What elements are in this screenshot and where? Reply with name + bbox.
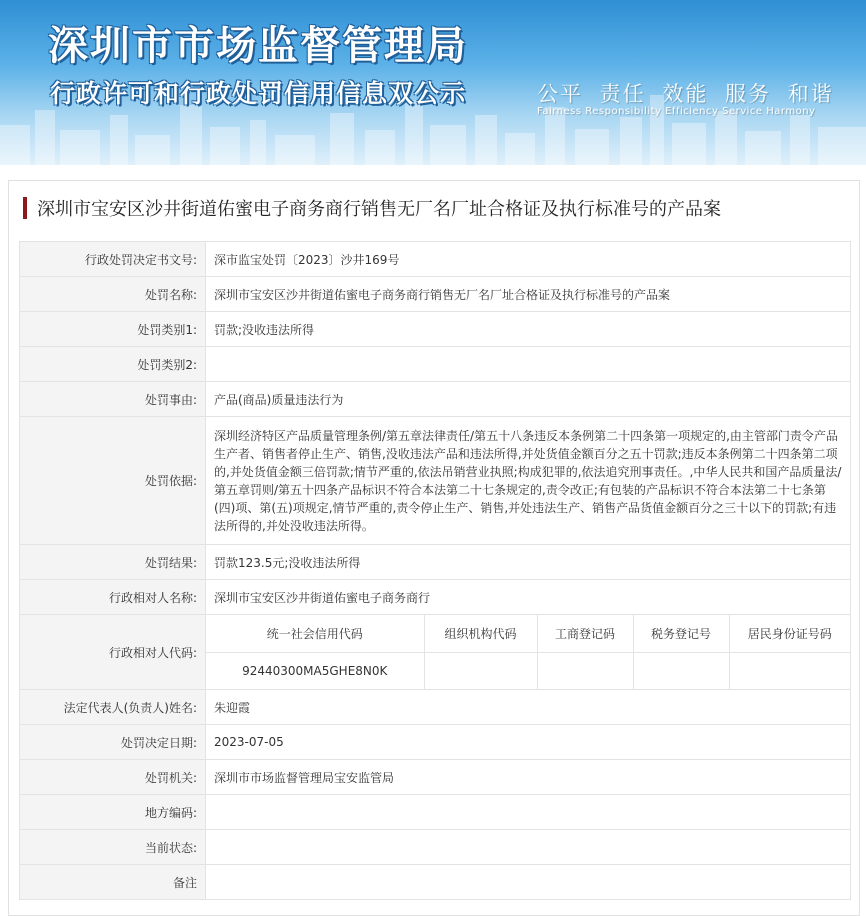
case-info-table — [19, 241, 851, 900]
business-reg-code-value — [537, 652, 633, 689]
table-row — [20, 690, 851, 725]
table-row — [20, 545, 851, 580]
case-title — [23, 195, 721, 221]
title-accent-bar — [23, 197, 27, 219]
row-label: 当前状态: — [20, 830, 206, 865]
header-id-card-number: 居民身份证号码 — [729, 615, 850, 652]
header-banner — [0, 0, 866, 165]
banner-subtitle: 行政许可和行政处罚信用信息双公示 — [50, 79, 467, 108]
table-row — [20, 865, 851, 900]
table-row — [20, 615, 851, 690]
row-label: 备注 — [20, 865, 206, 900]
row-label: 处罚类别1: — [20, 312, 206, 347]
table-row — [20, 580, 851, 615]
row-label: 处罚决定日期: — [20, 725, 206, 760]
penalty-type-1: 罚款;没收违法所得 — [206, 312, 851, 347]
party-code-cell — [206, 615, 851, 690]
case-detail-panel — [8, 180, 860, 916]
row-label: 处罚机关: — [20, 760, 206, 795]
code-header-row — [206, 615, 850, 652]
remark — [206, 865, 851, 900]
row-label: 处罚结果: — [20, 545, 206, 580]
row-label: 处罚事由: — [20, 382, 206, 417]
row-label: 地方编码: — [20, 795, 206, 830]
agency-title: 深圳市市场监督管理局 — [48, 23, 468, 69]
table-row — [20, 242, 851, 277]
penalty-authority: 深圳市市场监督管理局宝安监管局 — [206, 760, 851, 795]
table-row — [20, 417, 851, 545]
table-row — [20, 312, 851, 347]
region-code — [206, 795, 851, 830]
legal-representative: 朱迎霞 — [206, 690, 851, 725]
code-value-row — [206, 652, 850, 689]
party-name: 深圳市宝安区沙井街道佑蜜电子商务商行 — [206, 580, 851, 615]
org-code-value — [424, 652, 537, 689]
decision-doc-number: 深市监宝处罚〔2023〕沙井169号 — [206, 242, 851, 277]
table-row — [20, 382, 851, 417]
penalty-name: 深圳市宝安区沙井街道佑蜜电子商务商行销售无厂名厂址合格证及执行标准号的产品案 — [206, 277, 851, 312]
row-label: 行政相对人代码: — [20, 615, 206, 690]
case-title-text: 深圳市宝安区沙井街道佑蜜电子商务商行销售无厂名厂址合格证及执行标准号的产品案 — [37, 199, 721, 220]
table-row — [20, 347, 851, 382]
row-label: 行政相对人名称: — [20, 580, 206, 615]
penalty-basis: 深圳经济特区产品质量管理条例/第五章法律责任/第五十八条违反本条例第二十四条第一项规定的,由主管部门责令产品生产者、销售者停止生产、销售,没收违法产品和违法所得,并处货值金额百分之五十罚款;违反本条例第二十四条第二项的,并处货值金额三倍罚款;情节严重的,依法吊销营业执照;构成犯罪的,依法追究刑事责任。,中华人民共和国产品质量法/第五章罚则/第五十四条产品标识不符合本法第二十七条规定的,责令改正;有包装的产品标识不符合本法第二十七条第(四)项、第(五)项规定,情节严重的,责令停止生产、销售,并处违法生产、销售产品货值金额百分之三十以下的罚款;有违法所得的,并处没收违法所得。 — [206, 417, 851, 545]
table-row — [20, 795, 851, 830]
banner-values-cn: 公平 责任 效能 服务 和谐 — [537, 82, 834, 106]
current-status — [206, 830, 851, 865]
party-code-table — [206, 615, 850, 689]
decision-date: 2023-07-05 — [206, 725, 851, 760]
penalty-type-2 — [206, 347, 851, 382]
tax-reg-number-value — [633, 652, 729, 689]
header-org-code: 组织机构代码 — [424, 615, 537, 652]
penalty-reason: 产品(商品)质量违法行为 — [206, 382, 851, 417]
table-row — [20, 725, 851, 760]
row-label: 行政处罚决定书文号: — [20, 242, 206, 277]
row-label: 法定代表人(负责人)姓名: — [20, 690, 206, 725]
header-credit-code: 统一社会信用代码 — [206, 615, 424, 652]
table-row — [20, 830, 851, 865]
row-label: 处罚依据: — [20, 417, 206, 545]
table-row — [20, 277, 851, 312]
row-label: 处罚类别2: — [20, 347, 206, 382]
row-label: 处罚名称: — [20, 277, 206, 312]
table-row — [20, 760, 851, 795]
id-card-number-value — [729, 652, 850, 689]
banner-values-en: Fairness Responsibility Efficiency Service Harmony — [537, 106, 816, 117]
header-tax-reg-number: 税务登记号 — [633, 615, 729, 652]
credit-code-value: 92440300MA5GHE8N0K — [206, 652, 424, 689]
header-business-reg-code: 工商登记码 — [537, 615, 633, 652]
penalty-result: 罚款123.5元;没收违法所得 — [206, 545, 851, 580]
